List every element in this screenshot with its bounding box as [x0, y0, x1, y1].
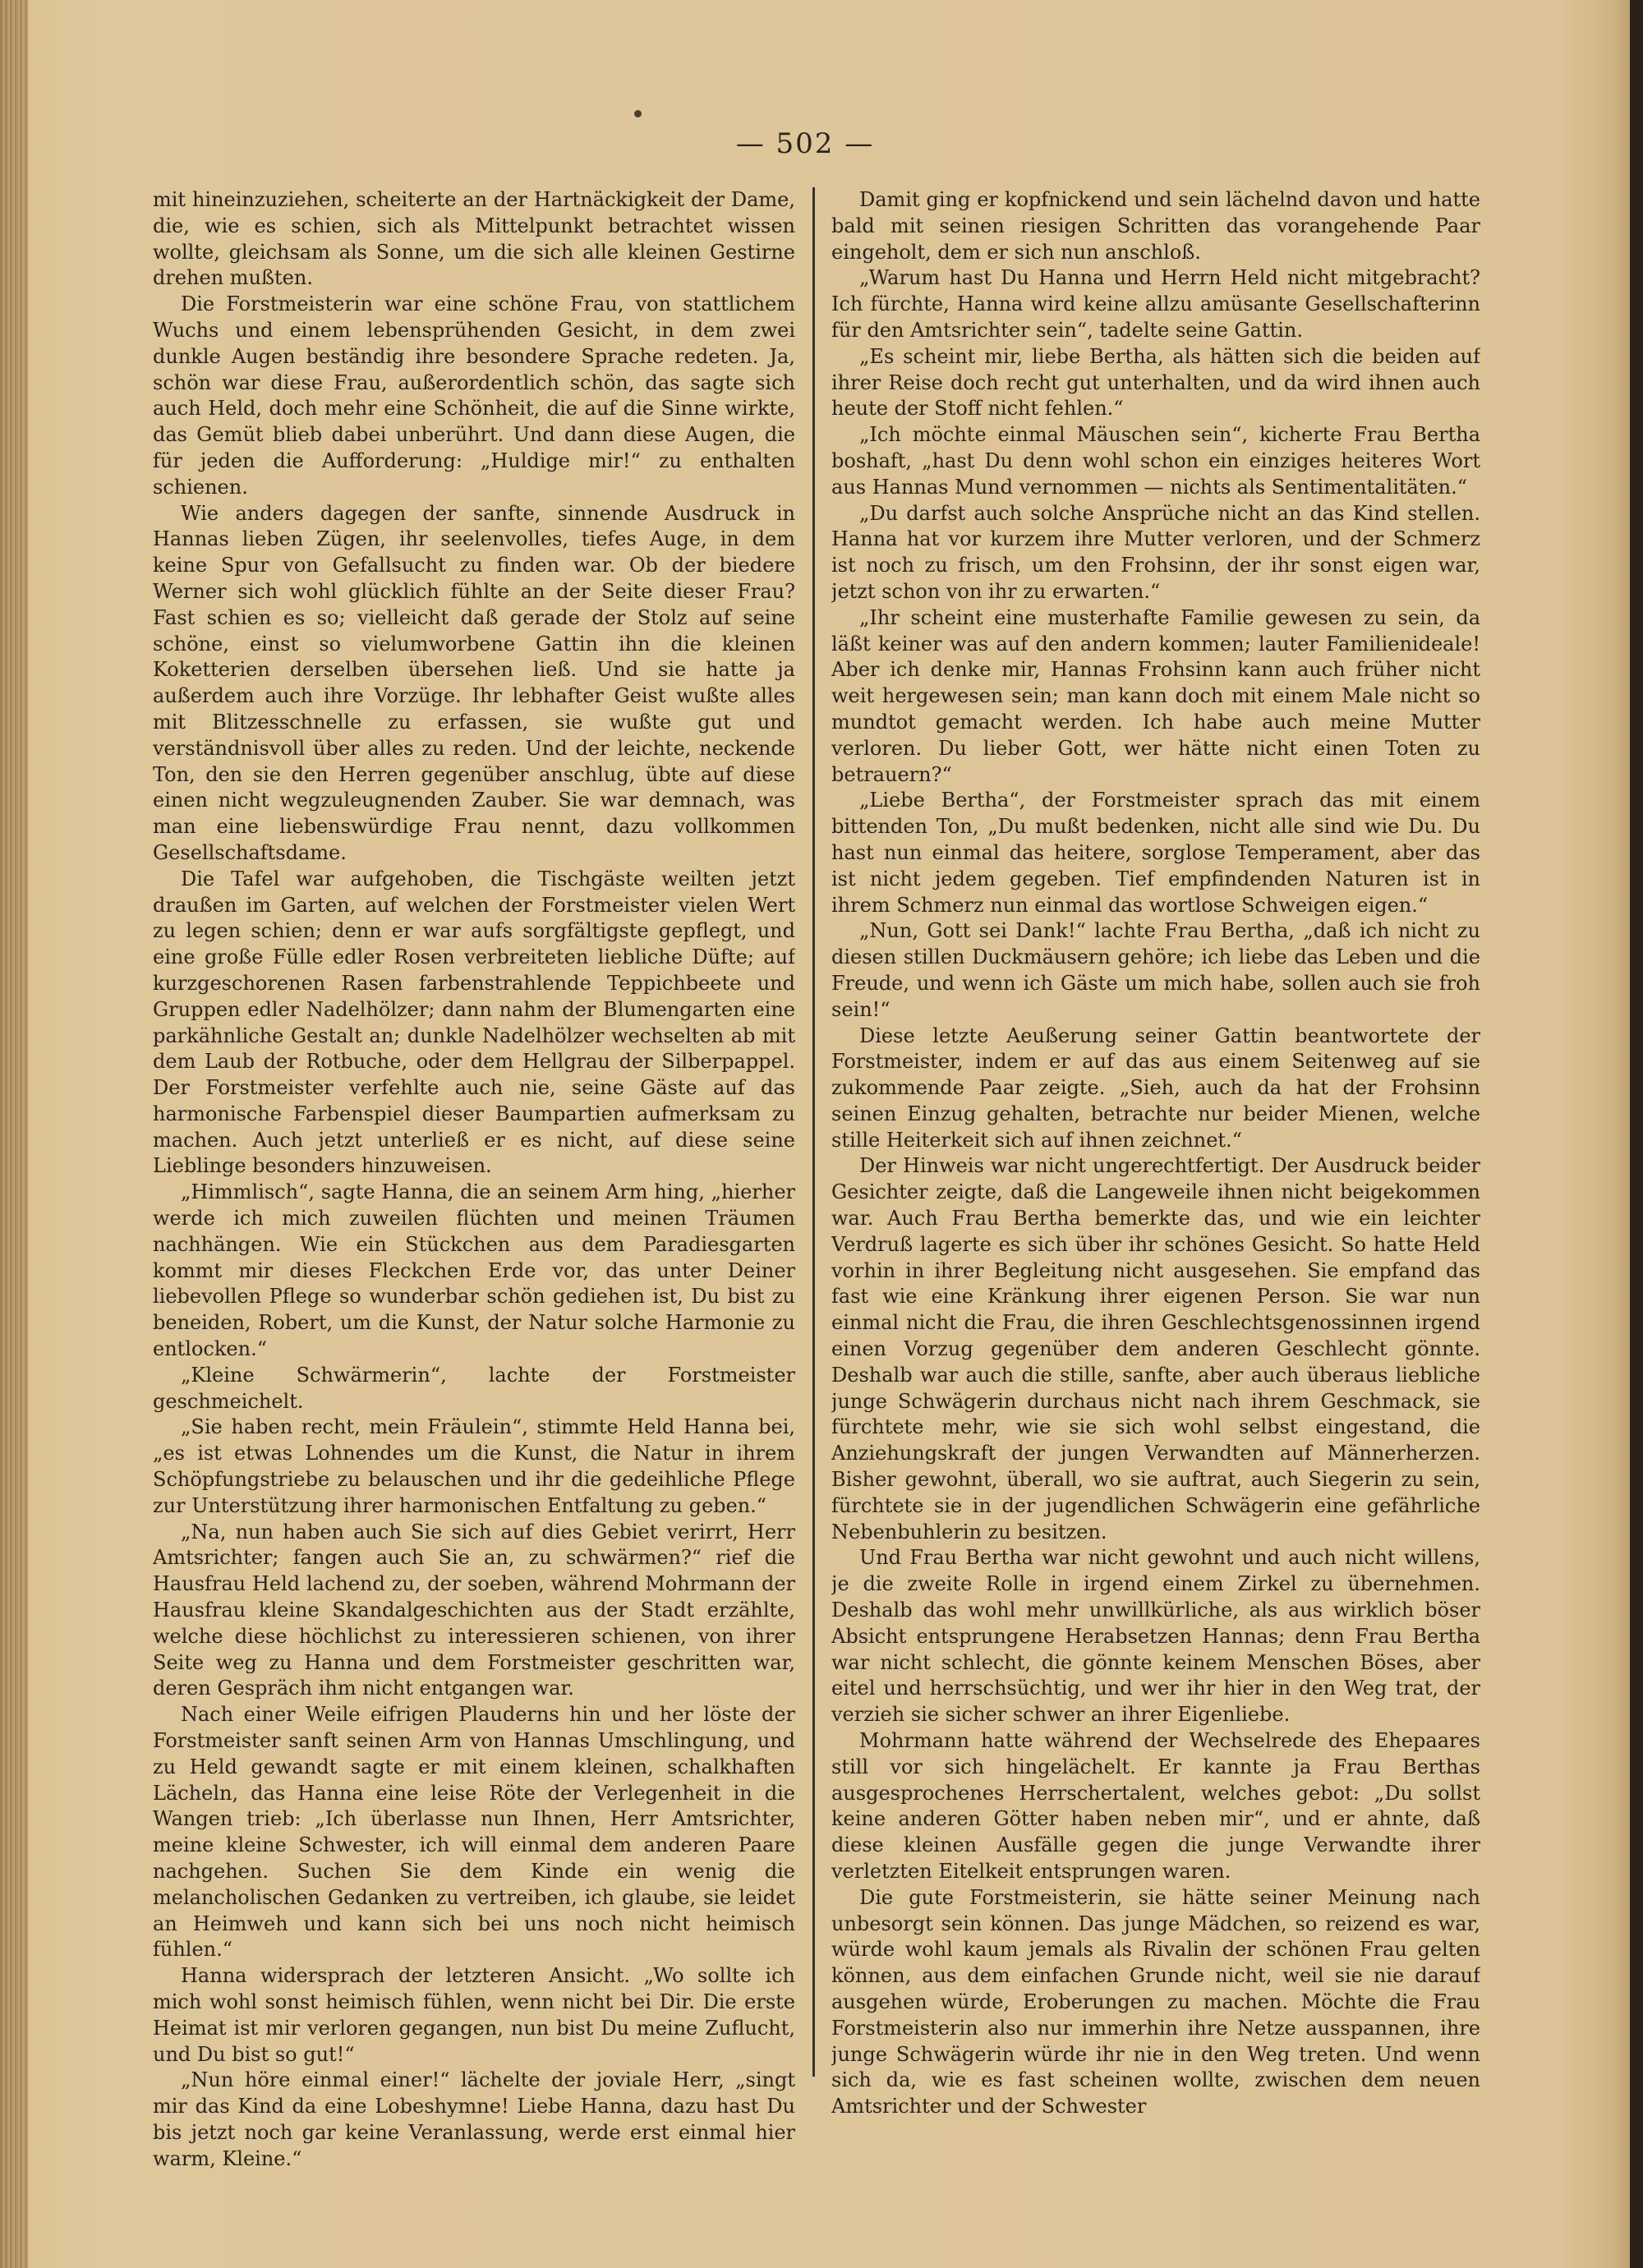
paragraph: „Sie haben recht, mein Fräulein“, stimmte Held Hanna bei, „es ist etwas Lohnendes um die Kunst, die Natur in ihrem Schöpfungstriebe zu belauschen und ihr die gedeihliche Pflege zur Unterstützung ihrer harmonischen Entfaltung zu geben.“	[153, 1415, 795, 1517]
paragraph: Die Forstmeisterin war eine schöne Frau, von stattlichem Wuchs und einem lebensprühenden Gesicht, in dem zwei dunkle Augen beständig ihre besondere Sprache redeten. Ja, schön war diese Frau, außerordentlich schön, das sagte sich auch Held, doch mehr eine Schönheit, die auf die Sinne wirkte, das Gemüt blieb dabei unberührt. Und dann diese Augen, die für jeden die Aufforderung: „Huldige mir!“ zu enthalten schienen.	[153, 292, 795, 499]
paragraph: Die Tafel war aufgehoben, die Tischgäste weilten jetzt draußen im Garten, auf welchen der Forstmeister vielen Wert zu legen schien; denn er war aufs sorgfältigste gepflegt, und eine große Fülle edler Rosen verbreiteten liebliche Düfte; auf kurzgeschorenen Rasen farbenstrahlende Teppichbeete und Gruppen edler Nadelhölzer; dann nahm der Blumengarten eine parkähnliche Gestalt an; dunkle Nadelhölzer wechselten ab mit dem Laub der Rotbuche, oder dem Hellgrau der Silberpappel. Der Forstmeister verfehlte auch nie, seine Gäste auf das harmonische Farbenspiel dieser Baumpartien aufmerksam zu machen. Auch jetzt unterließ er es nicht, auf diese seine Lieblinge besonders hinzuweisen.	[153, 867, 795, 1178]
paragraph: Die gute Forstmeisterin, sie hätte seiner Meinung nach unbesorgt sein können. Das junge Mädchen, so reizend es war, würde wohl kaum jemals als Rivalin der schönen Frau gelten können, aus dem einfachen Grunde nicht, weil sie nie darauf ausgehen würde, Eroberungen zu machen. Möchte die Frau Forstmeisterin also nur immerhin ihre Netze ausspannen, ihre junge Schwägerin würde ihr nie in den Weg treten. Und wenn sich da, wie es fast scheinen wollte, zwischen dem neuen Amtsrichter und der Schwester	[831, 1885, 1480, 2118]
paragraph: „Nun, Gott sei Dank!“ lachte Frau Bertha, „daß ich nicht zu diesen stillen Duckmäusern gehöre; ich liebe das Leben und die Freude, und wenn ich Gäste um mich habe, sollen auch sie froh sein!“	[831, 919, 1480, 1021]
ink-spot	[634, 110, 642, 117]
paragraph: Der Hinweis war nicht ungerechtfertigt. Der Ausdruck beider Gesichter zeigte, daß die Langeweile ihnen nicht beigekommen war. Auch Frau Bertha bemerkte das, und wie ein leichter Verdruß lagerte es sich über ihr schönes Gesicht. So hatte Held vorhin in ihrer Begleitung nicht ausgesehen. Sie empfand das fast wie eine Kränkung ihrer eigenen Person. Sie war nun einmal nicht die Frau, die ihren Geschlechtsgenossinnen irgend einen Vorzug gegenüber dem anderen Geschlecht gönnte. Deshalb war auch die stille, sanfte, aber auch überaus liebliche junge Schwägerin durchaus nicht nach ihrem Geschmack, sie fürchtete mehr, wie sie sich wohl selbst eingestand, die Anziehungskraft der jungen Verwandten auf Männerherzen. Bisher gewohnt, überall, wo sie auftrat, auch Siegerin zu sein, fürchtete sie in der jugendlichen Schwägerin eine gefährliche Nebenbuhlerin zu besitzen.	[831, 1154, 1480, 1543]
facing-page-edge	[1630, 0, 1643, 2268]
paragraph: „Es scheint mir, liebe Bertha, als hätten sich die beiden auf ihrer Reise doch recht gut unterhalten, und da wird ihnen auch heute der Stoff nicht fehlen.“	[831, 344, 1480, 421]
facing-page-fragments: r e e r i s d n h	[1631, 1613, 1642, 1857]
page-number: — 502 —	[735, 127, 875, 160]
paragraph: „Ihr scheint eine musterhafte Familie gewesen zu sein, da läßt keiner was auf den andern kommen; lauter Familienideale! Aber ich denke mir, Hannas Frohsinn kann auch früher nicht weit hergewesen sein; man kann doch mit einem Male nicht so mundtot gemacht werden. Ich habe auch meine Mutter verloren. Du lieber Gott, wer hätte nicht einen Toten zu betrauern?“	[831, 605, 1480, 786]
paragraph: Mohrmann hatte während der Wechselrede des Ehepaares still vor sich hingelächelt. Er kannte ja Frau Berthas ausgesprochenes Herrschertalent, welches gebot: „Du sollst keine anderen Götter haben neben mir“, und er ahnte, daß diese kleinen Ausfälle gegen die junge Verwandte ihrer verletzten Eitelkeit entsprungen waren.	[831, 1729, 1480, 1883]
paragraph: „Nun höre einmal einer!“ lächelte der joviale Herr, „singt mir das Kind da eine Lobeshymne! Liebe Hanna, dazu hast Du bis jetzt noch gar keine Veranlassung, werde erst einmal hier warm, Kleine.“	[153, 2068, 795, 2170]
paragraph: Hanna widersprach der letzteren Ansicht. „Wo sollte ich mich wohl sonst heimisch fühlen, wenn nicht bei Dir. Die erste Heimat ist mir verloren gegangen, nun bist Du meine Zuflucht, und Du bist so gut!“	[153, 1964, 795, 2066]
paragraph: Damit ging er kopfnickend und sein lächelnd davon und hatte bald mit seinen riesigen Schritten das vorangehende Paar eingeholt, dem er sich nun anschloß.	[831, 188, 1480, 264]
text-column-left	[153, 187, 795, 2208]
paragraph: „Ich möchte einmal Mäuschen sein“, kicherte Frau Bertha boshaft, „hast Du denn wohl schon ein einziges heiteres Wort aus Hannas Mund vernommen — nichts als Sentimentalitäten.“	[831, 423, 1480, 499]
book-spine-edge	[0, 0, 28, 2268]
paragraph: Diese letzte Aeußerung seiner Gattin beantwortete der Forstmeister, indem er auf das aus einem Seitenweg auf sie zukommende Paar zeigte. „Sieh, auch da hat der Frohsinn seinen Einzug gehalten, betrachte nur beider Mienen, welche stille Heiterkeit sich auf ihnen zeichnet.“	[831, 1024, 1480, 1152]
paragraph: „Na, nun haben auch Sie sich auf dies Gebiet verirrt, Herr Amtsrichter; fangen auch Sie an, zu schwärmen?“ rief die Hausfrau Held lachend zu, der soeben, während Mohrmann der Hausfrau kleine Skandalgeschichten aus der Stadt erzählte, welche diese höchlichst zu interessieren schienen, von ihrer Seite weg zu Hanna und dem Forstmeister geschritten war, deren Gespräch ihm nicht entgangen war.	[153, 1520, 795, 1700]
paragraph: „Liebe Bertha“, der Forstmeister sprach das mit einem bittenden Ton, „Du mußt bedenken, nicht alle sind wie Du. Du hast nun einmal das heitere, sorglose Temperament, aber das ist nicht jedem gegeben. Tief empfindenden Naturen ist in ihrem Schmerz nun einmal das wortlose Schweigen eigen.“	[831, 789, 1480, 917]
paragraph: Und Frau Bertha war nicht gewohnt und auch nicht willens, je die zweite Rolle in irgend einem Zirkel zu übernehmen. Deshalb das wohl mehr unwillkürliche, als aus wirklich böser Absicht entsprungene Herabsetzen Hannas; denn Frau Bertha war nicht schlecht, die gönnte keinem Menschen Böses, aber eitel und herrschsüchtig, und wer ihr hier in den Weg trat, der verzieh sie sicher schwer an ihrer Eigenliebe.	[831, 1546, 1480, 1727]
paragraph: „Du darfst auch solche Ansprüche nicht an das Kind stellen. Hanna hat vor kurzem ihre Mutter verloren, und der Schmerz ist noch zu frisch, um den Frohsinn, der ihr sonst eigen war, jetzt schon von ihr zu erwarten.“	[831, 501, 1480, 603]
text-column-right	[831, 187, 1480, 2208]
column-divider	[812, 187, 815, 2077]
paragraph: „Himmlisch“, sagte Hanna, die an seinem Arm hing, „hierher werde ich mich zuweilen flüchten und meinen Träumen nachhängen. Wie ein Stückchen aus dem Paradiesgarten kommt mir dieses Fleckchen Erde vor, das unter Deiner liebevollen Pflege so wunderbar schön gediehen ist, Du bist zu beneiden, Robert, um die Kunst, der Natur solche Harmonie zu entlocken.“	[153, 1180, 795, 1361]
paragraph: Wie anders dagegen der sanfte, sinnende Ausdruck in Hannas lieben Zügen, ihr seelenvolles, tiefes Auge, in dem keine Spur von Gefallsucht zu finden war. Ob der biedere Werner sich wohl glücklich fühlte an der Seite dieser Frau? Fast schien es so; vielleicht daß gerade der Stolz auf seine schöne, einst so vielumworbene Gattin ihn die kleinen Koketterien derselben übersehen ließ. Und sie hatte ja außerdem auch ihre Vorzüge. Ihr lebhafter Geist wußte alles mit Blitzesschnelle zu erfassen, sie wußte gut und verständnisvoll über alles zu reden. Und der leichte, neckende Ton, den sie den Herren gegenüber anschlug, übte auf diese einen nicht wegzuleugnenden Zauber. Sie war demnach, was man eine liebenswürdige Frau nennt, dazu vollkommen Gesellschaftsdame.	[153, 501, 795, 864]
paragraph: „Warum hast Du Hanna und Herrn Held nicht mitgebracht? Ich fürchte, Hanna wird keine allzu amüsante Gesellschafterinn für den Amtsrichter sein“, tadelte seine Gattin.	[831, 266, 1480, 342]
paragraph: Nach einer Weile eifrigen Plauderns hin und her löste der Forstmeister sanft seinen Arm von Hannas Umschlingung, und zu Held gewandt sagte er mit einem kleinen, schalkhaften Lächeln, das Hanna eine leise Röte der Verlegenheit in die Wangen trieb: „Ich überlasse nun Ihnen, Herr Amtsrichter, meine kleine Schwester, ich will einmal dem anderen Paare nachgehen. Suchen Sie dem Kinde ein wenig die melancholischen Gedanken zu vertreiben, ich glaube, sie leidet an Heimweh und kann sich bei uns noch nicht heimisch fühlen.“	[153, 1703, 795, 1962]
paragraph: mit hineinzuziehen, scheiterte an der Hartnäckigkeit der Dame, die, wie es schien, sich als Mittelpunkt betrachtet wissen wollte, gleichsam als Sonne, um die sich alle kleinen Gestirne drehen mußten.	[153, 188, 795, 290]
paragraph: „Kleine Schwärmerin“, lachte der Forstmeister geschmeichelt.	[153, 1363, 795, 1413]
